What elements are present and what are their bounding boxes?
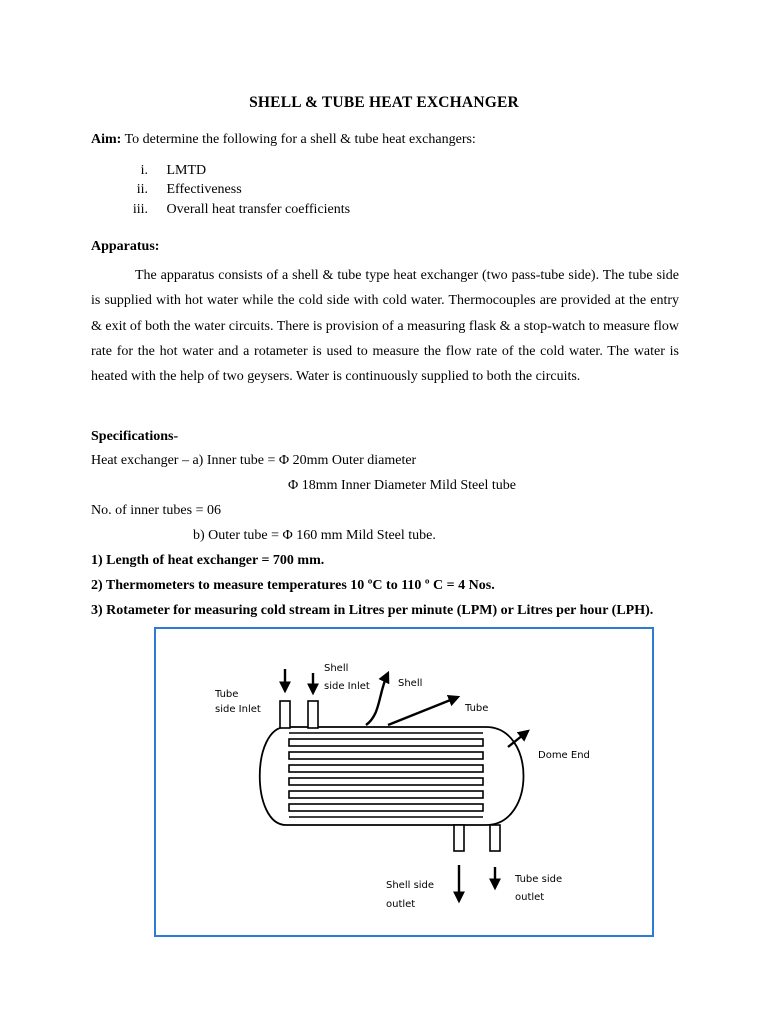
tube-side-inlet-label: Tube side Inlet <box>215 689 261 715</box>
diagram-drawing <box>156 629 652 935</box>
shell-side-inlet-label: Shell side Inlet <box>324 663 370 692</box>
aim-item-3 <box>88 202 350 218</box>
aim-item-text: Effectiveness <box>166 182 242 197</box>
apparatus-paragraph <box>91 263 679 389</box>
dome-end-label: Dome End <box>538 750 590 761</box>
aim-item-text: Overall heat transfer coefficients <box>166 202 351 217</box>
aim-item-number: iii. <box>132 202 148 217</box>
aim-item-number: i. <box>140 163 148 178</box>
tube-side-outlet-label: Tube side outlet <box>515 874 563 903</box>
spec-line-inner-diameter: Φ 18mm Inner Diameter Mild Steel tube <box>288 478 516 493</box>
spec-item-length: 1) Length of heat exchanger = 700 mm. <box>91 553 325 568</box>
page-title: SHELL & TUBE HEAT EXCHANGER <box>249 94 519 111</box>
spec-item-thermometers: 2) Thermometers to measure temperatures 10 ºC to 110 º C = 4 Nos. <box>91 578 495 593</box>
inlet-nozzles <box>280 701 318 728</box>
specifications-heading: Specifications- <box>91 429 179 444</box>
aim-item-2 <box>88 182 242 198</box>
apparatus-text: The apparatus consists of a shell & tube type heat exchanger (two pass-tube side). The tube side is supplied with hot water while the cold side with cold water. Thermocouples are provided at the entry & exit of both the water circuits. There is provision of a measuring flask & a stop-watch to measure flow rate for the hot water and a rotameter is used to measure the flow rate of the cold water. The water is heated with the help of two geysers. Water is continuously supplied to both the circuits. <box>91 268 679 385</box>
spec-line-tube-count: No. of inner tubes = 06 <box>91 503 221 518</box>
spec-line-outer-tube: b) Outer tube = Φ 160 mm Mild Steel tube. <box>193 528 436 543</box>
shell-label: Shell <box>398 678 423 689</box>
outlet-nozzles <box>454 825 500 851</box>
spec-item-rotameter: 3) Rotameter for measuring cold stream in Litres per minute (LPM) or Litres per hour (LPH). <box>91 603 654 618</box>
aim-line <box>91 132 476 148</box>
spec-line-inner-tube: Heat exchanger – a) Inner tube = Φ 20mm Outer diameter <box>91 453 417 468</box>
tube-bundle <box>289 733 483 817</box>
aim-item-number: ii. <box>136 182 148 197</box>
apparatus-heading: Apparatus: <box>91 239 160 254</box>
tube-label: Tube <box>465 703 489 714</box>
aim-item-text: LMTD <box>166 163 207 178</box>
aim-text: To determine the following for a shell & tube heat exchangers: <box>121 132 476 147</box>
aim-label: Aim: <box>91 132 122 147</box>
shell-side-outlet-label: Shell side outlet <box>386 880 435 910</box>
heat-exchanger-diagram <box>154 627 654 937</box>
aim-item-1 <box>88 163 206 179</box>
